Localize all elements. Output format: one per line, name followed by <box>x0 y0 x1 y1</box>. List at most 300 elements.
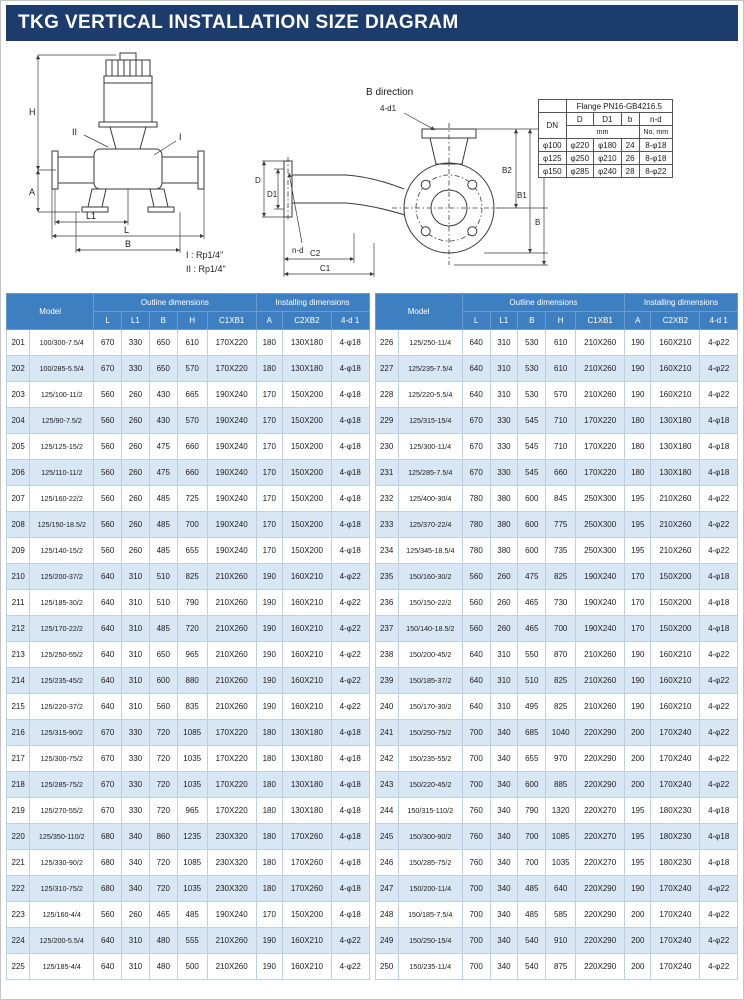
dim-c2xb2: 160X210 <box>282 694 331 720</box>
dim-l1: 260 <box>122 902 150 928</box>
row-number: 202 <box>7 356 30 382</box>
dim-4d1: 4-φ18 <box>331 434 369 460</box>
dim-c2xb2: 170X240 <box>651 954 700 980</box>
b-direction-label: B direction <box>366 87 414 98</box>
dim-4d1: 4-φ22 <box>700 668 738 694</box>
right-table-body <box>375 330 738 980</box>
dim-c2xb2: 130X180 <box>282 772 331 798</box>
dim-l1: 310 <box>122 954 150 980</box>
model-cell: 125/285-7.5/4 <box>398 460 462 486</box>
model-cell: 125/90-7.5/2 <box>30 408 94 434</box>
table-row <box>7 668 370 694</box>
dim-l1: 380 <box>490 512 518 538</box>
dim-a: 200 <box>625 746 651 772</box>
dim-c1xb1: 210X260 <box>207 694 256 720</box>
dim-l1: 260 <box>122 486 150 512</box>
dim-h: 700 <box>546 616 576 642</box>
dim-b: 530 <box>518 356 546 382</box>
model-cell: 125/315-15/4 <box>398 408 462 434</box>
dim-c1xb1: 170X220 <box>207 772 256 798</box>
row-number: 208 <box>7 512 30 538</box>
dim-a: 170 <box>625 590 651 616</box>
dim-l1: 380 <box>490 486 518 512</box>
dim-c2xb2: 160X210 <box>651 694 700 720</box>
model-header: Model <box>7 294 94 330</box>
table-row <box>375 434 738 460</box>
dim-4d1: 4-φ18 <box>700 798 738 824</box>
row-number: 204 <box>7 408 30 434</box>
dim-a: 170 <box>256 902 282 928</box>
table-row <box>375 720 738 746</box>
dim-l: 560 <box>94 902 122 928</box>
dim-c2xb2: 160X210 <box>651 330 700 356</box>
dim-c1xb1: 190X240 <box>576 616 625 642</box>
dim-4d1: 4-φ22 <box>331 642 369 668</box>
dim-c2xb2: 160X210 <box>651 382 700 408</box>
table-row <box>7 408 370 434</box>
dim-c1xb1: 190X240 <box>207 512 256 538</box>
dim-h: 1035 <box>546 850 576 876</box>
row-number: 230 <box>375 434 398 460</box>
row-number: 205 <box>7 434 30 460</box>
dim-a: 195 <box>625 538 651 564</box>
dim-l: 640 <box>94 590 122 616</box>
dim-l1: 260 <box>122 538 150 564</box>
dim-b: 545 <box>518 460 546 486</box>
dim-4d1: 4-φ18 <box>331 486 369 512</box>
dim-h: 1040 <box>546 720 576 746</box>
dim-h: 1235 <box>177 824 207 850</box>
dim-c1xb1: 170X220 <box>207 356 256 382</box>
dim-a: 195 <box>625 850 651 876</box>
dim-a: 200 <box>625 902 651 928</box>
model-cell: 150/235-55/2 <box>398 746 462 772</box>
dim-c1xb1: 190X240 <box>207 460 256 486</box>
dim-a: 170 <box>256 538 282 564</box>
dim-h: 1085 <box>177 850 207 876</box>
dim-h: 965 <box>177 642 207 668</box>
dim-l: 670 <box>94 720 122 746</box>
dim-4d1: 4-φ18 <box>700 850 738 876</box>
model-cell: 125/330-90/2 <box>30 850 94 876</box>
dim-l: 700 <box>462 772 490 798</box>
dim-c1xb1: 190X240 <box>576 590 625 616</box>
dim-a: 170 <box>256 460 282 486</box>
dim-c2xb2: 130X180 <box>282 798 331 824</box>
dim-b: 720 <box>149 876 177 902</box>
row-number: 248 <box>375 902 398 928</box>
dim-4d1: 4-φ18 <box>700 434 738 460</box>
dim-label-c1: C1 <box>320 264 331 273</box>
dim-c1xb1: 210X260 <box>207 928 256 954</box>
model-cell: 125/160-22/2 <box>30 486 94 512</box>
dim-l: 780 <box>462 512 490 538</box>
dim-c2xb2: 150X200 <box>651 590 700 616</box>
dim-a: 190 <box>256 642 282 668</box>
dim-l1: 330 <box>122 720 150 746</box>
dim-l: 640 <box>94 564 122 590</box>
dim-4d1: 4-φ22 <box>700 876 738 902</box>
dim-4d1: 4-φ22 <box>700 772 738 798</box>
model-cell: 125/185-30/2 <box>30 590 94 616</box>
dim-4d1: 4-φ22 <box>700 720 738 746</box>
model-cell: 150/285-75/2 <box>398 850 462 876</box>
col-b: B <box>149 312 177 330</box>
dim-l1: 260 <box>122 434 150 460</box>
dim-l1: 330 <box>122 798 150 824</box>
dim-l1: 260 <box>122 460 150 486</box>
dim-b: 545 <box>518 408 546 434</box>
table-row <box>7 720 370 746</box>
dim-c1xb1: 170X220 <box>207 746 256 772</box>
installing-dimensions-header: Installing dimensions <box>625 294 738 312</box>
dim-c2xb2: 180X230 <box>651 798 700 824</box>
table-row <box>375 564 738 590</box>
dim-b: 430 <box>149 382 177 408</box>
dim-4d1: 4-φ18 <box>331 850 369 876</box>
table-row <box>7 382 370 408</box>
dim-a: 170 <box>256 408 282 434</box>
dim-l: 640 <box>462 356 490 382</box>
dim-4d1: 4-φ18 <box>331 772 369 798</box>
flange-d1: φ180 <box>594 139 622 152</box>
dim-b: 480 <box>149 954 177 980</box>
dimension-table-right <box>375 293 739 980</box>
dim-4d1: 4-φ22 <box>331 616 369 642</box>
table-row <box>375 460 738 486</box>
table-row <box>375 538 738 564</box>
dim-b: 475 <box>149 434 177 460</box>
dim-b: 485 <box>518 902 546 928</box>
model-cell: 125/300-75/2 <box>30 746 94 772</box>
row-number: 231 <box>375 460 398 486</box>
dim-h: 640 <box>546 876 576 902</box>
row-number: 243 <box>375 772 398 798</box>
dim-c1xb1: 220X290 <box>576 902 625 928</box>
row-number: 249 <box>375 928 398 954</box>
dim-a: 170 <box>256 512 282 538</box>
dim-l: 670 <box>94 356 122 382</box>
dim-c2xb2: 150X200 <box>282 460 331 486</box>
table-row <box>375 616 738 642</box>
dim-a: 190 <box>256 954 282 980</box>
dim-a: 180 <box>256 876 282 902</box>
dim-b: 650 <box>149 356 177 382</box>
dim-l: 560 <box>462 616 490 642</box>
dim-l: 760 <box>462 850 490 876</box>
dim-b: 480 <box>149 928 177 954</box>
flange-nd: 8-φ18 <box>639 139 673 152</box>
dim-label-b1: B1 <box>517 191 527 200</box>
dim-4d1: 4-φ22 <box>331 590 369 616</box>
dim-l1: 330 <box>490 460 518 486</box>
dim-label-c2: C2 <box>310 249 321 258</box>
dim-l1: 260 <box>490 616 518 642</box>
table-row <box>7 694 370 720</box>
dim-label-l1: L1 <box>86 211 97 221</box>
dim-l: 680 <box>94 824 122 850</box>
dim-4d1: 4-φ22 <box>331 668 369 694</box>
table-row <box>539 152 673 165</box>
hole-count-label: n-d <box>292 246 304 255</box>
dim-c2xb2: 150X200 <box>282 382 331 408</box>
table-row <box>7 538 370 564</box>
table-row <box>375 668 738 694</box>
dim-c2xb2: 170X260 <box>282 876 331 902</box>
dim-a: 180 <box>256 720 282 746</box>
model-cell: 125/285-75/2 <box>30 772 94 798</box>
dim-h: 655 <box>177 538 207 564</box>
dim-c1xb1: 210X260 <box>576 668 625 694</box>
table-row <box>375 512 738 538</box>
table-row <box>375 486 738 512</box>
table-row <box>7 330 370 356</box>
flange-dn: φ125 <box>539 152 567 165</box>
dim-l1: 310 <box>490 382 518 408</box>
dim-b: 720 <box>149 746 177 772</box>
installing-dimensions-header: Installing dimensions <box>256 294 369 312</box>
dim-h: 825 <box>177 564 207 590</box>
dim-4d1: 4-φ22 <box>331 954 369 980</box>
dim-b: 530 <box>518 382 546 408</box>
flange-blank-cell <box>539 100 567 113</box>
model-cell: 150/250-75/2 <box>398 720 462 746</box>
dim-l: 560 <box>94 408 122 434</box>
dim-c2xb2: 150X200 <box>651 564 700 590</box>
dim-l1: 260 <box>122 382 150 408</box>
dim-c1xb1: 210X260 <box>207 668 256 694</box>
dim-c2xb2: 160X210 <box>651 642 700 668</box>
dim-l: 670 <box>94 798 122 824</box>
dim-4d1: 4-φ22 <box>700 512 738 538</box>
dim-c2xb2: 130X180 <box>651 434 700 460</box>
dim-a: 180 <box>256 746 282 772</box>
dim-4d1: 4-φ18 <box>331 902 369 928</box>
col-c1xb1: C1XB1 <box>576 312 625 330</box>
dim-h: 725 <box>177 486 207 512</box>
dim-l: 700 <box>462 876 490 902</box>
dim-b: 650 <box>149 642 177 668</box>
dim-l: 640 <box>94 928 122 954</box>
dim-c2xb2: 150X200 <box>282 902 331 928</box>
flange-dn-header: DN <box>539 113 567 139</box>
dim-l: 680 <box>94 876 122 902</box>
dim-a: 190 <box>256 668 282 694</box>
dim-a: 190 <box>256 616 282 642</box>
model-cell: 125/200-5.5/4 <box>30 928 94 954</box>
model-cell: 125/220-37/2 <box>30 694 94 720</box>
dim-c1xb1: 220X290 <box>576 772 625 798</box>
dim-h: 1035 <box>177 746 207 772</box>
dim-a: 190 <box>625 876 651 902</box>
dim-h: 875 <box>546 954 576 980</box>
flange-table <box>538 99 673 178</box>
dim-h: 570 <box>177 356 207 382</box>
model-cell: 125/310-75/2 <box>30 876 94 902</box>
dim-b: 485 <box>149 512 177 538</box>
dim-c1xb1: 190X240 <box>207 538 256 564</box>
dim-c1xb1: 250X300 <box>576 512 625 538</box>
row-number: 246 <box>375 850 398 876</box>
outline-dimensions-header: Outline dimensions <box>94 294 256 312</box>
model-cell: 150/170-30/2 <box>398 694 462 720</box>
dim-c2xb2: 160X210 <box>282 564 331 590</box>
dim-a: 190 <box>625 694 651 720</box>
flange-col-b: b <box>621 113 639 126</box>
dim-l1: 340 <box>122 876 150 902</box>
flange-col-nd: n-d <box>639 113 673 126</box>
dim-c1xb1: 190X240 <box>207 408 256 434</box>
dim-4d1: 4-φ22 <box>331 694 369 720</box>
dim-h: 665 <box>177 382 207 408</box>
table-row <box>375 408 738 434</box>
dim-l1: 340 <box>490 772 518 798</box>
row-number: 215 <box>7 694 30 720</box>
flange-unit-mm: mm <box>566 126 639 139</box>
row-number: 217 <box>7 746 30 772</box>
table-row <box>375 876 738 902</box>
dim-h: 570 <box>546 382 576 408</box>
dim-c2xb2: 170X240 <box>651 928 700 954</box>
dim-l: 670 <box>94 330 122 356</box>
table-row <box>375 356 738 382</box>
dim-b: 600 <box>518 512 546 538</box>
flange-d: φ220 <box>566 139 594 152</box>
dim-h: 825 <box>546 668 576 694</box>
dim-l: 760 <box>462 798 490 824</box>
table-row <box>7 590 370 616</box>
dim-label-d1: D1 <box>267 190 278 199</box>
page-title: TKG VERTICAL INSTALLATION SIZE DIAGRAM <box>18 12 459 33</box>
dim-4d1: 4-φ18 <box>331 512 369 538</box>
dim-b: 510 <box>149 564 177 590</box>
dim-a: 180 <box>256 850 282 876</box>
model-cell: 125/345-18.5/4 <box>398 538 462 564</box>
dim-l1: 340 <box>490 824 518 850</box>
dim-c1xb1: 170X220 <box>207 330 256 356</box>
dim-h: 660 <box>177 460 207 486</box>
model-cell: 150/250-15/4 <box>398 928 462 954</box>
dim-l1: 340 <box>122 850 150 876</box>
dim-h: 910 <box>546 928 576 954</box>
dim-4d1: 4-φ22 <box>700 538 738 564</box>
model-cell: 125/160-4/4 <box>30 902 94 928</box>
dim-label-b-right: B <box>535 218 541 227</box>
dim-4d1: 4-φ22 <box>700 642 738 668</box>
col-a: A <box>625 312 651 330</box>
note-port-ii: II : Rp1/4" <box>186 263 226 274</box>
left-table-body <box>7 330 370 980</box>
dim-l1: 260 <box>122 512 150 538</box>
dim-a: 200 <box>625 954 651 980</box>
dim-l: 780 <box>462 538 490 564</box>
dim-l1: 260 <box>122 408 150 434</box>
dim-b: 495 <box>518 694 546 720</box>
table-row <box>375 824 738 850</box>
port-label-ii: II <box>72 127 78 137</box>
model-cell: 150/140-18.5/2 <box>398 616 462 642</box>
dim-c1xb1: 220X270 <box>576 824 625 850</box>
table-row <box>7 564 370 590</box>
col-l: L <box>94 312 122 330</box>
model-cell: 100/300-7.5/4 <box>30 330 94 356</box>
dim-l: 560 <box>94 538 122 564</box>
dim-c2xb2: 160X210 <box>651 356 700 382</box>
col-4d1: 4-d 1 <box>700 312 738 330</box>
col-4d1: 4-d 1 <box>331 312 369 330</box>
dim-l1: 340 <box>490 720 518 746</box>
dim-c1xb1: 230X320 <box>207 850 256 876</box>
table-row <box>539 139 673 152</box>
dim-l1: 310 <box>122 694 150 720</box>
col-b: B <box>518 312 546 330</box>
flange-b: 26 <box>621 152 639 165</box>
dim-c1xb1: 170X220 <box>576 408 625 434</box>
dim-h: 610 <box>546 330 576 356</box>
dim-h: 555 <box>177 928 207 954</box>
dim-c1xb1: 190X240 <box>576 564 625 590</box>
dim-l1: 310 <box>122 564 150 590</box>
dim-a: 180 <box>256 772 282 798</box>
model-cell: 150/150-22/2 <box>398 590 462 616</box>
row-number: 241 <box>375 720 398 746</box>
dim-b: 485 <box>149 616 177 642</box>
dim-l: 640 <box>462 694 490 720</box>
dim-h: 965 <box>177 798 207 824</box>
col-c1xb1: C1XB1 <box>207 312 256 330</box>
dim-4d1: 4-φ22 <box>331 564 369 590</box>
dim-l: 640 <box>462 330 490 356</box>
dim-4d1: 4-φ22 <box>700 356 738 382</box>
table-row <box>375 772 738 798</box>
dim-a: 200 <box>625 720 651 746</box>
dim-l1: 380 <box>490 538 518 564</box>
pump-front-view-drawing <box>28 47 233 259</box>
dim-c1xb1: 210X260 <box>207 590 256 616</box>
model-cell: 125/250-11/4 <box>398 330 462 356</box>
dim-a: 180 <box>256 330 282 356</box>
table-row <box>375 382 738 408</box>
dim-l: 670 <box>462 408 490 434</box>
table-row <box>375 746 738 772</box>
dim-b: 510 <box>518 668 546 694</box>
dim-b: 860 <box>149 824 177 850</box>
dim-label-a: A <box>29 187 36 197</box>
table-row <box>7 356 370 382</box>
dim-c1xb1: 170X220 <box>207 720 256 746</box>
dim-c2xb2: 160X210 <box>282 590 331 616</box>
port-label-i: I <box>179 132 182 142</box>
dim-c2xb2: 130X180 <box>651 460 700 486</box>
dim-4d1: 4-φ18 <box>700 590 738 616</box>
dim-h: 585 <box>546 902 576 928</box>
dim-h: 845 <box>546 486 576 512</box>
col-h: H <box>546 312 576 330</box>
flange-nd: 8-φ18 <box>639 152 673 165</box>
dim-l1: 310 <box>122 928 150 954</box>
dim-a: 190 <box>256 564 282 590</box>
row-number: 212 <box>7 616 30 642</box>
dim-c2xb2: 170X240 <box>651 746 700 772</box>
dim-h: 710 <box>546 408 576 434</box>
dim-h: 700 <box>177 512 207 538</box>
col-h: H <box>177 312 207 330</box>
dim-4d1: 4-φ18 <box>700 616 738 642</box>
dim-h: 825 <box>546 694 576 720</box>
model-cell: 150/200-11/4 <box>398 876 462 902</box>
dim-h: 790 <box>177 590 207 616</box>
drawing-area <box>6 41 738 291</box>
